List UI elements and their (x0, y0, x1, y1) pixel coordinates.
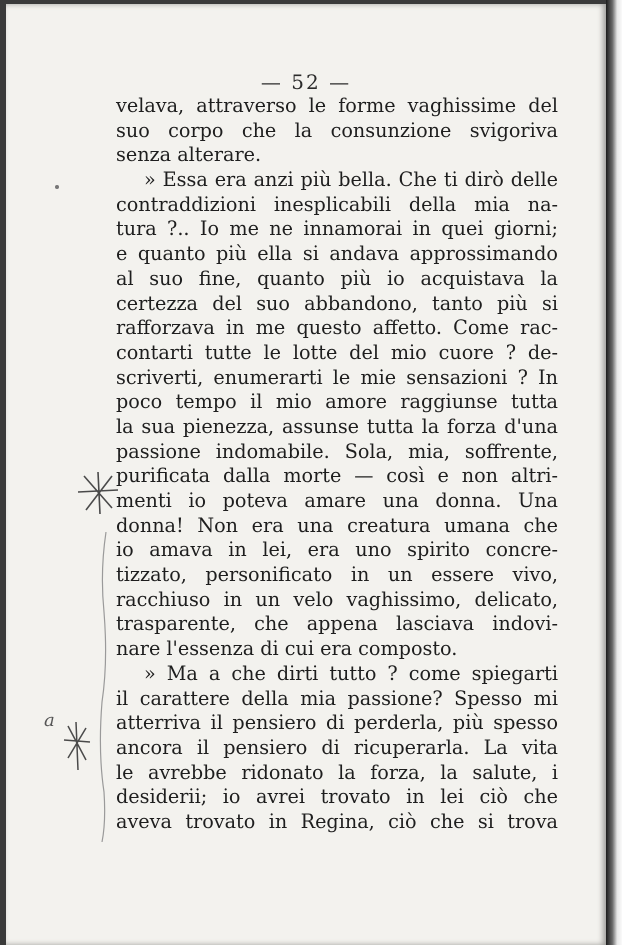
book-page (6, 4, 606, 945)
text-line: poco tempo il mio amore raggiunse tutta (116, 390, 558, 414)
text-line: » Ma a che dirti tutto ? come spiegarti (144, 661, 558, 685)
text-line: velava, attraverso le forme vaghissime del (116, 94, 558, 117)
text-line: e quanto più ella si andava approssimando (116, 242, 558, 266)
text-line: la sua pienezza, assunse tutta la forza d'una (116, 414, 558, 438)
text-line: tura ?.. Io me ne innamorai in quei giorni; (116, 217, 558, 241)
text-line: senza alterare. (116, 143, 262, 167)
text-line: desiderii; io avrei trovato in lei ciò che (116, 785, 558, 809)
text-line: aveva trovato in Regina, ciò che si trova (116, 809, 558, 833)
body-text (116, 94, 558, 835)
pencil-margin-line (98, 532, 118, 842)
text-line: menti io poteva amare una donna. Una (116, 489, 558, 512)
text-line: ancora il pensiero di ricuperarla. La vita (116, 735, 558, 759)
text-line: io amava in lei, era uno spirito concre- (116, 538, 558, 562)
handwritten-asterisk-mark-lower (60, 720, 94, 772)
page-number: — 52 — (260, 70, 352, 94)
text-line: purificata dalla morte — così e non altri- (116, 464, 558, 488)
book-page-edge (606, 0, 622, 945)
text-line: donna! Non era una creatura umana che (116, 513, 558, 537)
text-line: al suo fine, quanto più io acquistava la (116, 266, 558, 290)
text-line: suo corpo che la consunzione svigoriva (116, 118, 558, 142)
text-line: scriverti, enumerarti le mie sensazioni ? In (116, 365, 558, 389)
handwritten-letter-a: a (44, 710, 55, 731)
text-line: rafforzava in me questo affetto. Come rac- (116, 316, 558, 340)
text-line: passione indomabile. Sola, mia, soffrente, (116, 439, 558, 463)
text-line: il carattere della mia passione? Spesso mi (116, 686, 558, 710)
text-line: tizzato, personificato in un essere vivo, (116, 563, 558, 587)
ink-dot (54, 184, 60, 190)
text-line: contraddizioni inesplicabili della mia na- (116, 192, 558, 216)
text-line: atterriva il pensiero di perderla, più spesso (116, 711, 558, 735)
text-line: contarti tutte le lotte del mio cuore ? de- (116, 340, 558, 364)
text-line: trasparente, che appena lasciava indovi- (116, 612, 558, 636)
text-line: » Essa era anzi più bella. Che ti dirò delle (144, 168, 558, 192)
text-line: nare l'essenza di cui era composto. (116, 637, 458, 661)
handwritten-asterisk-mark (72, 470, 122, 516)
text-line: le avrebbe ridonato la forza, la salute, i (116, 760, 558, 784)
text-line: racchiuso in un velo vaghissimo, delicato, (116, 587, 558, 611)
text-line: certezza del suo abbandono, tanto più si (116, 291, 558, 315)
